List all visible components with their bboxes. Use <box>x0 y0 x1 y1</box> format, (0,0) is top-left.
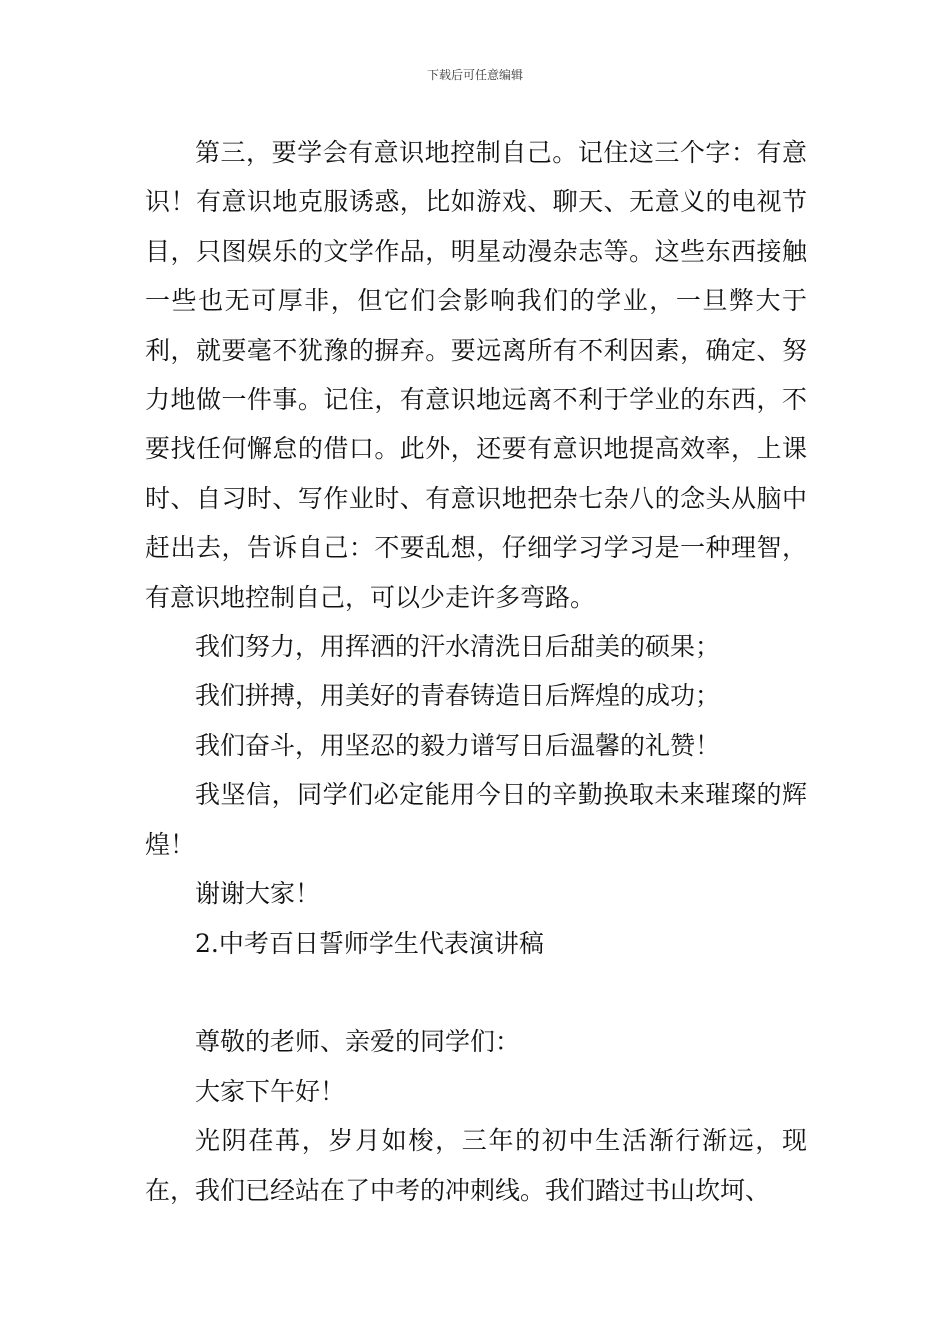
paragraph-belief: 我坚信，同学们必定能用今日的辛勤换取未来璀璨的辉煌！ <box>145 780 807 859</box>
paragraph-thanks: 谢谢大家！ <box>195 879 321 909</box>
paragraph-fight: 我们奋斗，用坚忍的毅力谱写日后温馨的礼赞！ <box>195 730 721 760</box>
paragraph-time-passes: 光阴荏苒，岁月如梭，三年的初中生活渐行渐远，现在，我们已经站在了中考的冲刺线。我们踏过书山坎坷、 <box>145 1126 807 1205</box>
section-title: 2.中考百日誓师学生代表演讲稿 <box>195 928 544 958</box>
document-body <box>145 128 807 1215</box>
paragraph-salutation: 尊敬的老师、亲爱的同学们： <box>195 1027 521 1057</box>
paragraph-struggle: 我们拼搏，用美好的青春铸造日后辉煌的成功； <box>195 681 721 711</box>
paragraph-self-control: 第三，要学会有意识地控制自己。记住这三个字：有意识！有意识地克服诱惑，比如游戏、聊天、无意义的电视节目，只图娱乐的文学作品，明星动漫杂志等。这些东西接触一些也无可厚非，但它们会影响我们的学业，一旦弊大于利，就要毫不犹豫的摒弃。要远离所有不利因素，确定、努力地做一件事。记住，有意识地远离不利于学业的东西，不要找任何懈怠的借口。此外，还要有意识地提高效率，上课时、自习时、写作业时、有意识地把杂七杂八的念头从脑中赶出去，告诉自己：不要乱想，仔细学习学习是一种理智，有意识地控制自己，可以少走许多弯路。 <box>145 138 807 612</box>
header-note: 下载后可任意编辑 <box>426 68 523 82</box>
paragraph-greeting: 大家下午好！ <box>195 1076 346 1106</box>
blank-line <box>145 968 807 1017</box>
paragraph-effort: 我们努力，用挥洒的汗水清洗日后甜美的硕果； <box>195 632 721 662</box>
